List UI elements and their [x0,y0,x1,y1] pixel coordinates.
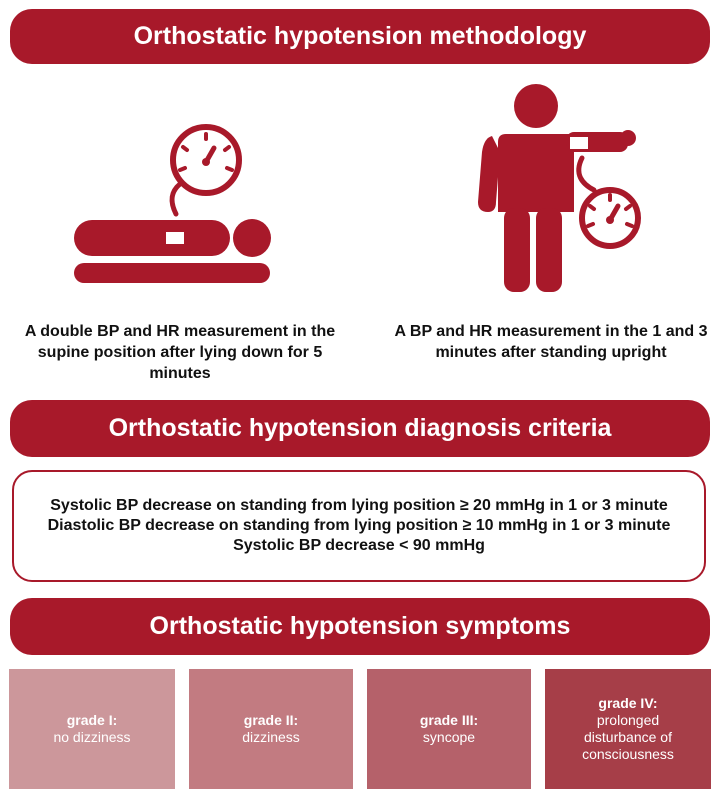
grade-label: grade I: [66,712,118,728]
methodology-title: Orthostatic hypotension methodology [133,22,587,50]
grade-description: prolonged disturbance of consciousness [582,712,674,762]
standing-measurement-caption: A BP and HR measurement in the 1 and 3 minutes after standing upright [394,323,708,361]
standing-patient-icon [470,82,660,300]
bed-icon [74,263,270,283]
symptoms-banner [10,598,710,655]
grade-1-box [9,669,175,789]
criteria-systolic-line: Systolic BP decrease on standing from lying position ≥ 20 mmHg in 1 or 3 minute [50,497,668,514]
grade-4-box [545,669,711,789]
criteria-box [12,470,706,582]
grade-label: grade IV: [598,695,658,711]
supine-measurement-caption: A double BP and HR measurement in the supine position after lying down for 5 minutes [24,323,336,382]
grade-label: grade III: [419,712,479,728]
bp-cuff-icon [166,232,184,244]
criteria-title: Orthostatic hypotension diagnosis criteria [108,414,612,442]
sphygmomanometer-gauge-icon [172,127,239,214]
criteria-banner [10,400,710,457]
bp-cuff-icon [570,137,588,149]
criteria-diastolic-line: Diastolic BP decrease on standing from lying position ≥ 10 mmHg in 1 or 3 minute [47,517,671,534]
grade-description: no dizziness [53,729,131,745]
grade-description: dizziness [242,729,300,745]
grade-3-box [367,669,531,789]
patient-body [74,220,230,256]
sphygmomanometer-gauge-icon [582,190,638,246]
grade-2-box [189,669,353,789]
methodology-banner [10,9,710,64]
patient-head [233,219,271,257]
supine-patient-icon [60,118,285,290]
grade-description: syncope [422,729,476,745]
grade-label: grade II: [243,712,299,728]
symptoms-title: Orthostatic hypotension symptoms [149,612,571,640]
criteria-absolute-line: Systolic BP decrease < 90 mmHg [233,537,485,554]
